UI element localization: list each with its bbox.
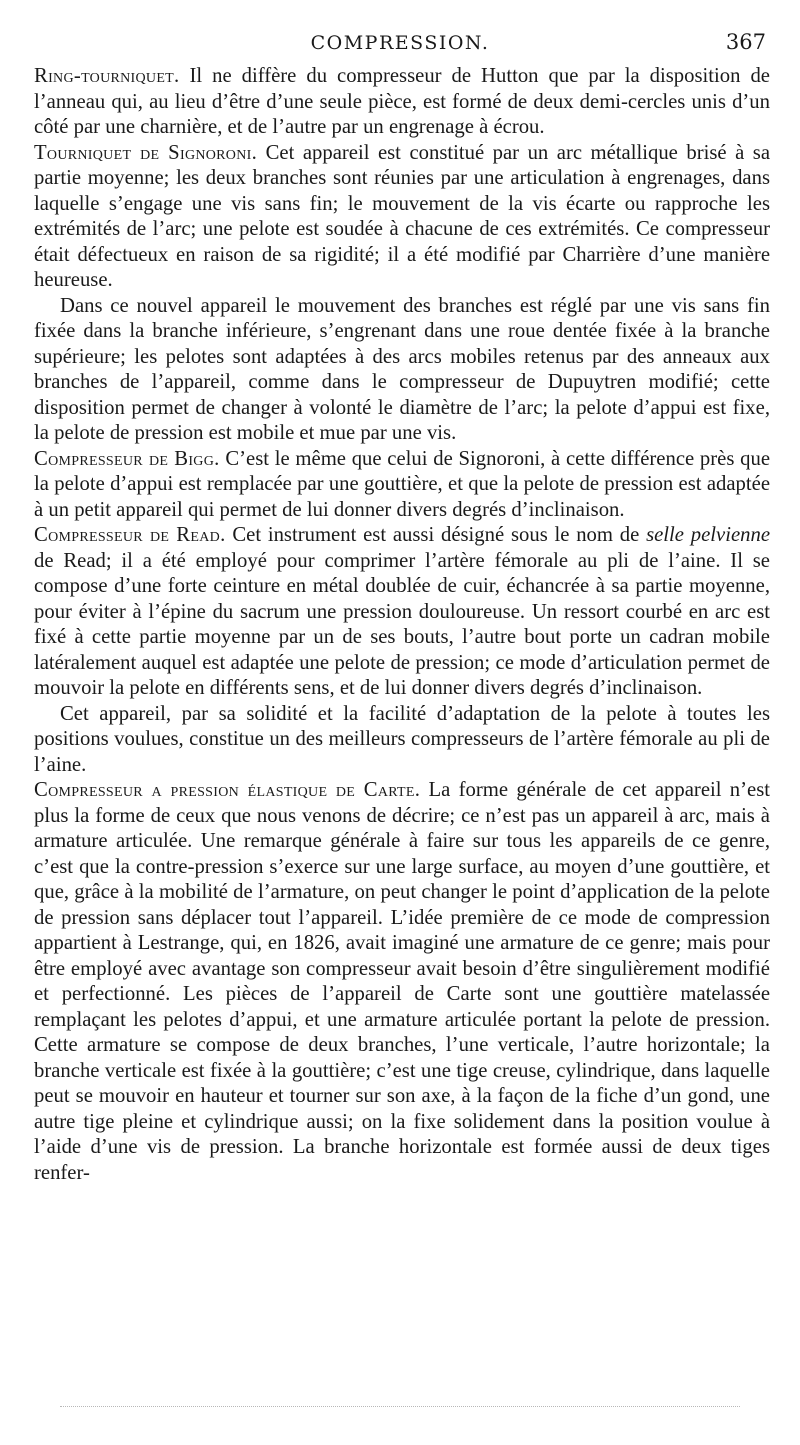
running-title: COMPRESSION. bbox=[310, 32, 490, 54]
paragraph-solidite bbox=[34, 702, 770, 779]
paragraph-compresseur-carte bbox=[34, 778, 770, 1186]
section-heading: Tourniquet de Signoroni. bbox=[34, 141, 258, 164]
paragraph-text: Il ne diffère du compresseur de Hutton que par la disposition de l’anneau qui, au lieu d’être d’une seule pièce, est formé de deux demi-cercles unis d’un côté par une charnière, et de l’autre par un engrenage à écrou. bbox=[34, 65, 770, 138]
paragraph-ring-tourniquet bbox=[34, 64, 770, 141]
section-heading: Compresseur de Bigg. bbox=[34, 447, 220, 470]
body-text bbox=[34, 64, 770, 1186]
paragraph-text: Cet appareil est constitué par un arc métallique brisé à sa partie moyenne; les deux branches sont réunies par une articulation à engrenages, dans laquelle s’engage une vis sans fin; le mouvement de la vis écarte ou rapproche les extrémités de l’arc; une pelote est soudée à chacune de ces extrémités. Ce compresseur était défectueux en raison de sa rigidité; il a été modifié par Charrière d’une manière heureuse. bbox=[34, 141, 770, 291]
paragraph-nouvel-appareil bbox=[34, 294, 770, 447]
paragraph-tourniquet-signoroni bbox=[34, 141, 770, 294]
footer-rule bbox=[60, 1406, 740, 1407]
paragraph-compresseur-read bbox=[34, 523, 770, 702]
paragraph-text: La forme générale de cet appareil n’est plus la forme de ceux que nous venons de décrire; ce n’est pas un appareil à arc, mais à armature articulée. Une remarque générale à faire sur tous les appareils de ce genre, c’est que la contre-pression s’exerce sur une large surface, au moyen d’une gouttière, et que, grâce à la mobilité de l’armature, on peut changer le point d’application de la pelote de pression sans déplacer tout l’appareil. L’idée première de ce mode de compression appartient à Lestrange, qui, en 1826, avait imaginé une armature de ce genre; mais pour être employé avec avantage son compresseur avait besoin d’être singulièrement modifié et perfectionné. Les pièces de l’appareil de Carte sont une gouttière matelassée remplaçant les pelotes d’appui, et une armature articulée portant la pelote de pression. Cette armature se compose de deux branches, l’une verticale, l’autre horizontale; la branche verticale est fixée à la gouttière; c’est une tige creuse, cylindrique, dans laquelle peut se mouvoir en hauteur et tourner sur son axe, à la façon de la fiche d’un gond, une autre tige pleine et cylindrique aussi; on la fixe solidement dans la position voulue à l’aide d’une vis de pression. La branche horizontale est formée aussi de deux tiges renfer- bbox=[34, 779, 770, 1184]
page-number: 367 bbox=[725, 30, 766, 54]
paragraph-compresseur-bigg bbox=[34, 447, 770, 524]
section-heading: Compresseur de Read. bbox=[34, 524, 226, 546]
paragraph-text: C’est le même que celui de Signoroni, à cette différence près que la pelote d’appui est remplacée par une gouttière, et que la pelote de pression est adaptée à un petit appareil qui permet de lui donner divers degrés d’inclinaison. bbox=[34, 447, 771, 521]
running-head bbox=[0, 30, 800, 60]
section-heading: Ring-tourniquet. bbox=[34, 65, 180, 87]
paragraph-text-lead: Cet instrument est aussi désigné sous le nom de bbox=[225, 524, 647, 546]
paragraph-text: de Read; il a été employé pour comprimer l’artère fémorale au pli de l’aine. Il se compose d’une forte ceinture en métal doublée de cuir, échancrée à sa partie moyenne, pour éviter à l’épine du sacrum une pression douloureuse. Un ressort courbé en arc est fixé à cette partie moyenne par un de ses bouts, l’autre bout porte un cadran mobile latéralement auquel est adaptée une pelote de pression; ce mode d’articulation permet de mouvoir la pelote en différents sens, et de lui donner divers degrés d’inclinaison. bbox=[34, 549, 770, 699]
section-heading: Compresseur a pression élastique de Carte. bbox=[34, 779, 421, 801]
paragraph-text: Cet appareil, par sa solidité et la facilité d’adaptation de la pelote à toutes les positions voulues, constitue un des meilleurs compresseurs de l’artère fémorale au pli de l’aine. bbox=[34, 702, 770, 776]
paragraph-text: Dans ce nouvel appareil le mouvement des branches est réglé par une vis sans fin fixée dans la branche inférieure, s’engrenant dans une roue dentée fixée à la branche supérieure; les pelotes sont adaptées à des arcs mobiles retenus par des anneaux aux branches de l’appareil, comme dans le compresseur de Dupuytren modifié; cette disposition permet de changer à volonté le diamètre de l’arc; la pelote d’appui est fixe, la pelote de pression est mobile et mue par une vis. bbox=[34, 294, 770, 444]
italic-term: selle pelvienne bbox=[646, 524, 770, 546]
